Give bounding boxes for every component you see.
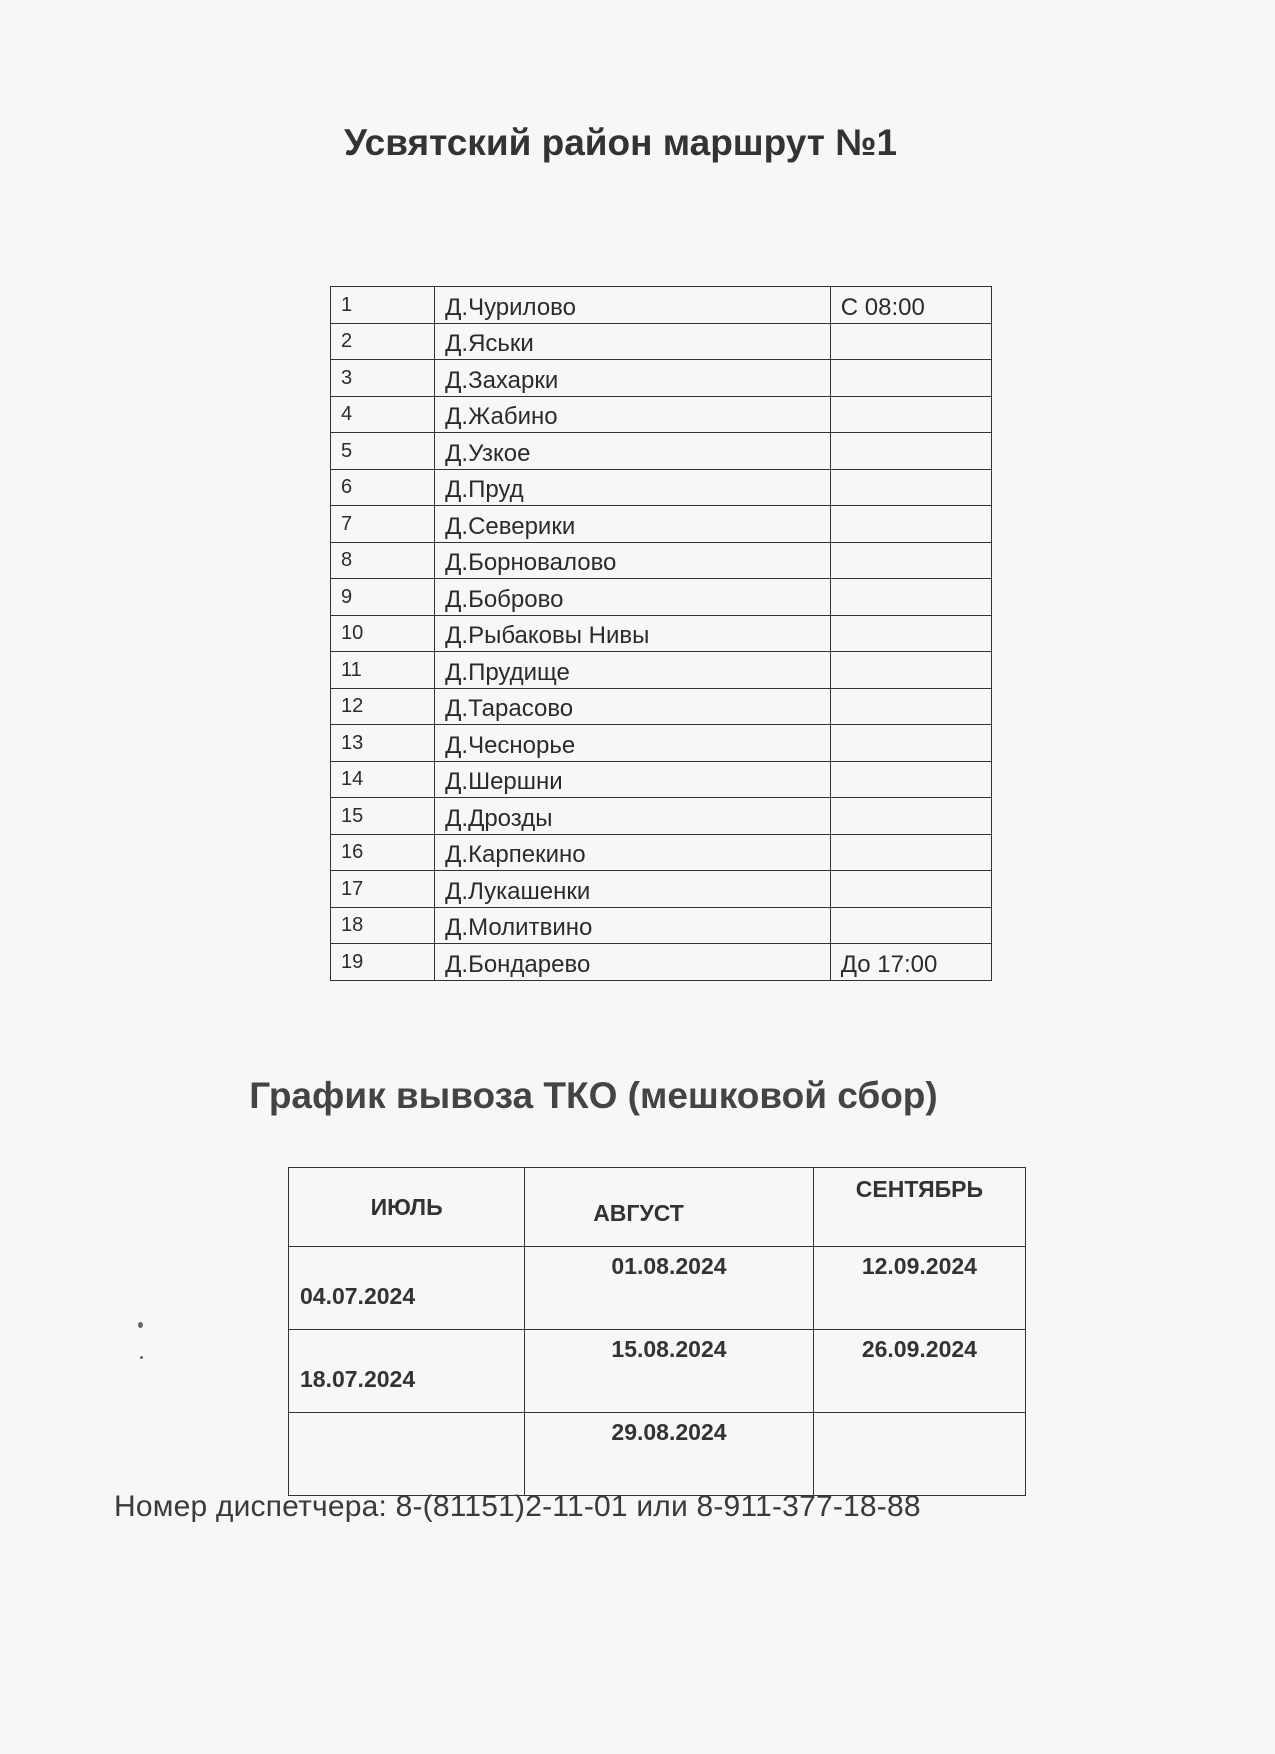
- route-time: [830, 834, 991, 871]
- schedule-cell: 01.08.2024: [525, 1247, 814, 1330]
- route-row: [331, 725, 992, 762]
- route-place: Д.Жабино: [435, 396, 831, 433]
- schedule-cell: 18.07.2024: [289, 1330, 525, 1413]
- route-row: [331, 652, 992, 689]
- route-number: 17: [331, 871, 435, 908]
- route-time: [830, 360, 991, 397]
- route-number: 4: [331, 396, 435, 433]
- route-place: Д.Бондарево: [435, 944, 831, 981]
- route-row: [331, 615, 992, 652]
- scan-speck: [138, 1322, 143, 1328]
- route-number: 11: [331, 652, 435, 689]
- route-time: [830, 761, 991, 798]
- route-time: [830, 469, 991, 506]
- route-time: [830, 542, 991, 579]
- route-number: 1: [331, 287, 435, 324]
- schedule-row: [289, 1247, 1026, 1330]
- route-place: Д.Чурилово: [435, 287, 831, 324]
- schedule-cell: 26.09.2024: [813, 1330, 1025, 1413]
- route-row: [331, 433, 992, 470]
- schedule-cell: 29.08.2024: [525, 1413, 814, 1496]
- route-place: Д.Захарки: [435, 360, 831, 397]
- route-row: [331, 360, 992, 397]
- route-time: [830, 798, 991, 835]
- route-time: [830, 871, 991, 908]
- route-place: Д.Пруд: [435, 469, 831, 506]
- route-number: 7: [331, 506, 435, 543]
- route-row: [331, 688, 992, 725]
- route-row: [331, 542, 992, 579]
- route-time: [830, 688, 991, 725]
- route-place: Д.Шершни: [435, 761, 831, 798]
- route-time: С 08:00: [830, 287, 991, 324]
- route-time: [830, 323, 991, 360]
- route-number: 5: [331, 433, 435, 470]
- route-place: Д.Дрозды: [435, 798, 831, 835]
- route-row: [331, 834, 992, 871]
- schedule-cell: 04.07.2024: [289, 1247, 525, 1330]
- route-number: 2: [331, 323, 435, 360]
- route-place: Д.Карпекино: [435, 834, 831, 871]
- header-august: АВГУСТ: [525, 1168, 814, 1247]
- route-number: 10: [331, 615, 435, 652]
- route-row: [331, 287, 992, 324]
- route-number: 12: [331, 688, 435, 725]
- scan-speck: [140, 1356, 143, 1359]
- route-row: [331, 944, 992, 981]
- route-table: [330, 286, 992, 981]
- route-place: Д.Узкое: [435, 433, 831, 470]
- page-title: Усвятский район маршрут №1: [343, 122, 898, 163]
- route-number: 18: [331, 907, 435, 944]
- route-time: [830, 579, 991, 616]
- schedule-cell: [813, 1413, 1025, 1496]
- route-number: 16: [331, 834, 435, 871]
- route-row: [331, 871, 992, 908]
- route-row: [331, 396, 992, 433]
- route-place: Д.Яськи: [435, 323, 831, 360]
- route-place: Д.Чеснорье: [435, 725, 831, 762]
- route-place: Д.Рыбаковы Нивы: [435, 615, 831, 652]
- route-time: [830, 396, 991, 433]
- route-time: [830, 652, 991, 689]
- route-row: [331, 469, 992, 506]
- route-place: Д.Лукашенки: [435, 871, 831, 908]
- route-row: [331, 506, 992, 543]
- route-time: [830, 725, 991, 762]
- route-number: 3: [331, 360, 435, 397]
- dispatcher-phone: Номер диспетчера: 8-(81151)2-11-01 или 8-911-377-18-88: [114, 1490, 921, 1523]
- route-number: 13: [331, 725, 435, 762]
- route-place: Д.Прудище: [435, 652, 831, 689]
- route-place: Д.Борновалово: [435, 542, 831, 579]
- route-place: Д.Северики: [435, 506, 831, 543]
- header-july: ИЮЛЬ: [289, 1168, 525, 1247]
- route-time: [830, 506, 991, 543]
- header-september: СЕНТЯБРЬ: [813, 1168, 1025, 1247]
- schedule-row: [289, 1413, 1026, 1496]
- route-number: 14: [331, 761, 435, 798]
- schedule-row: [289, 1330, 1026, 1413]
- schedule-cell: 12.09.2024: [813, 1247, 1025, 1330]
- route-row: [331, 798, 992, 835]
- route-place: Д.Молитвино: [435, 907, 831, 944]
- route-row: [331, 579, 992, 616]
- route-place: Д.Тарасово: [435, 688, 831, 725]
- route-time: [830, 615, 991, 652]
- schedule-cell: 15.08.2024: [525, 1330, 814, 1413]
- route-number: 19: [331, 944, 435, 981]
- route-row: [331, 761, 992, 798]
- route-number: 15: [331, 798, 435, 835]
- route-number: 8: [331, 542, 435, 579]
- schedule-title: График вывоза ТКО (мешковой сбор): [249, 1075, 938, 1116]
- route-time: [830, 907, 991, 944]
- route-number: 6: [331, 469, 435, 506]
- schedule-cell: [289, 1413, 525, 1496]
- route-time: [830, 433, 991, 470]
- route-place: Д.Боброво: [435, 579, 831, 616]
- route-time: До 17:00: [830, 944, 991, 981]
- route-row: [331, 907, 992, 944]
- schedule-header-row: [289, 1168, 1026, 1247]
- schedule-table: [288, 1167, 1026, 1496]
- route-row: [331, 323, 992, 360]
- route-number: 9: [331, 579, 435, 616]
